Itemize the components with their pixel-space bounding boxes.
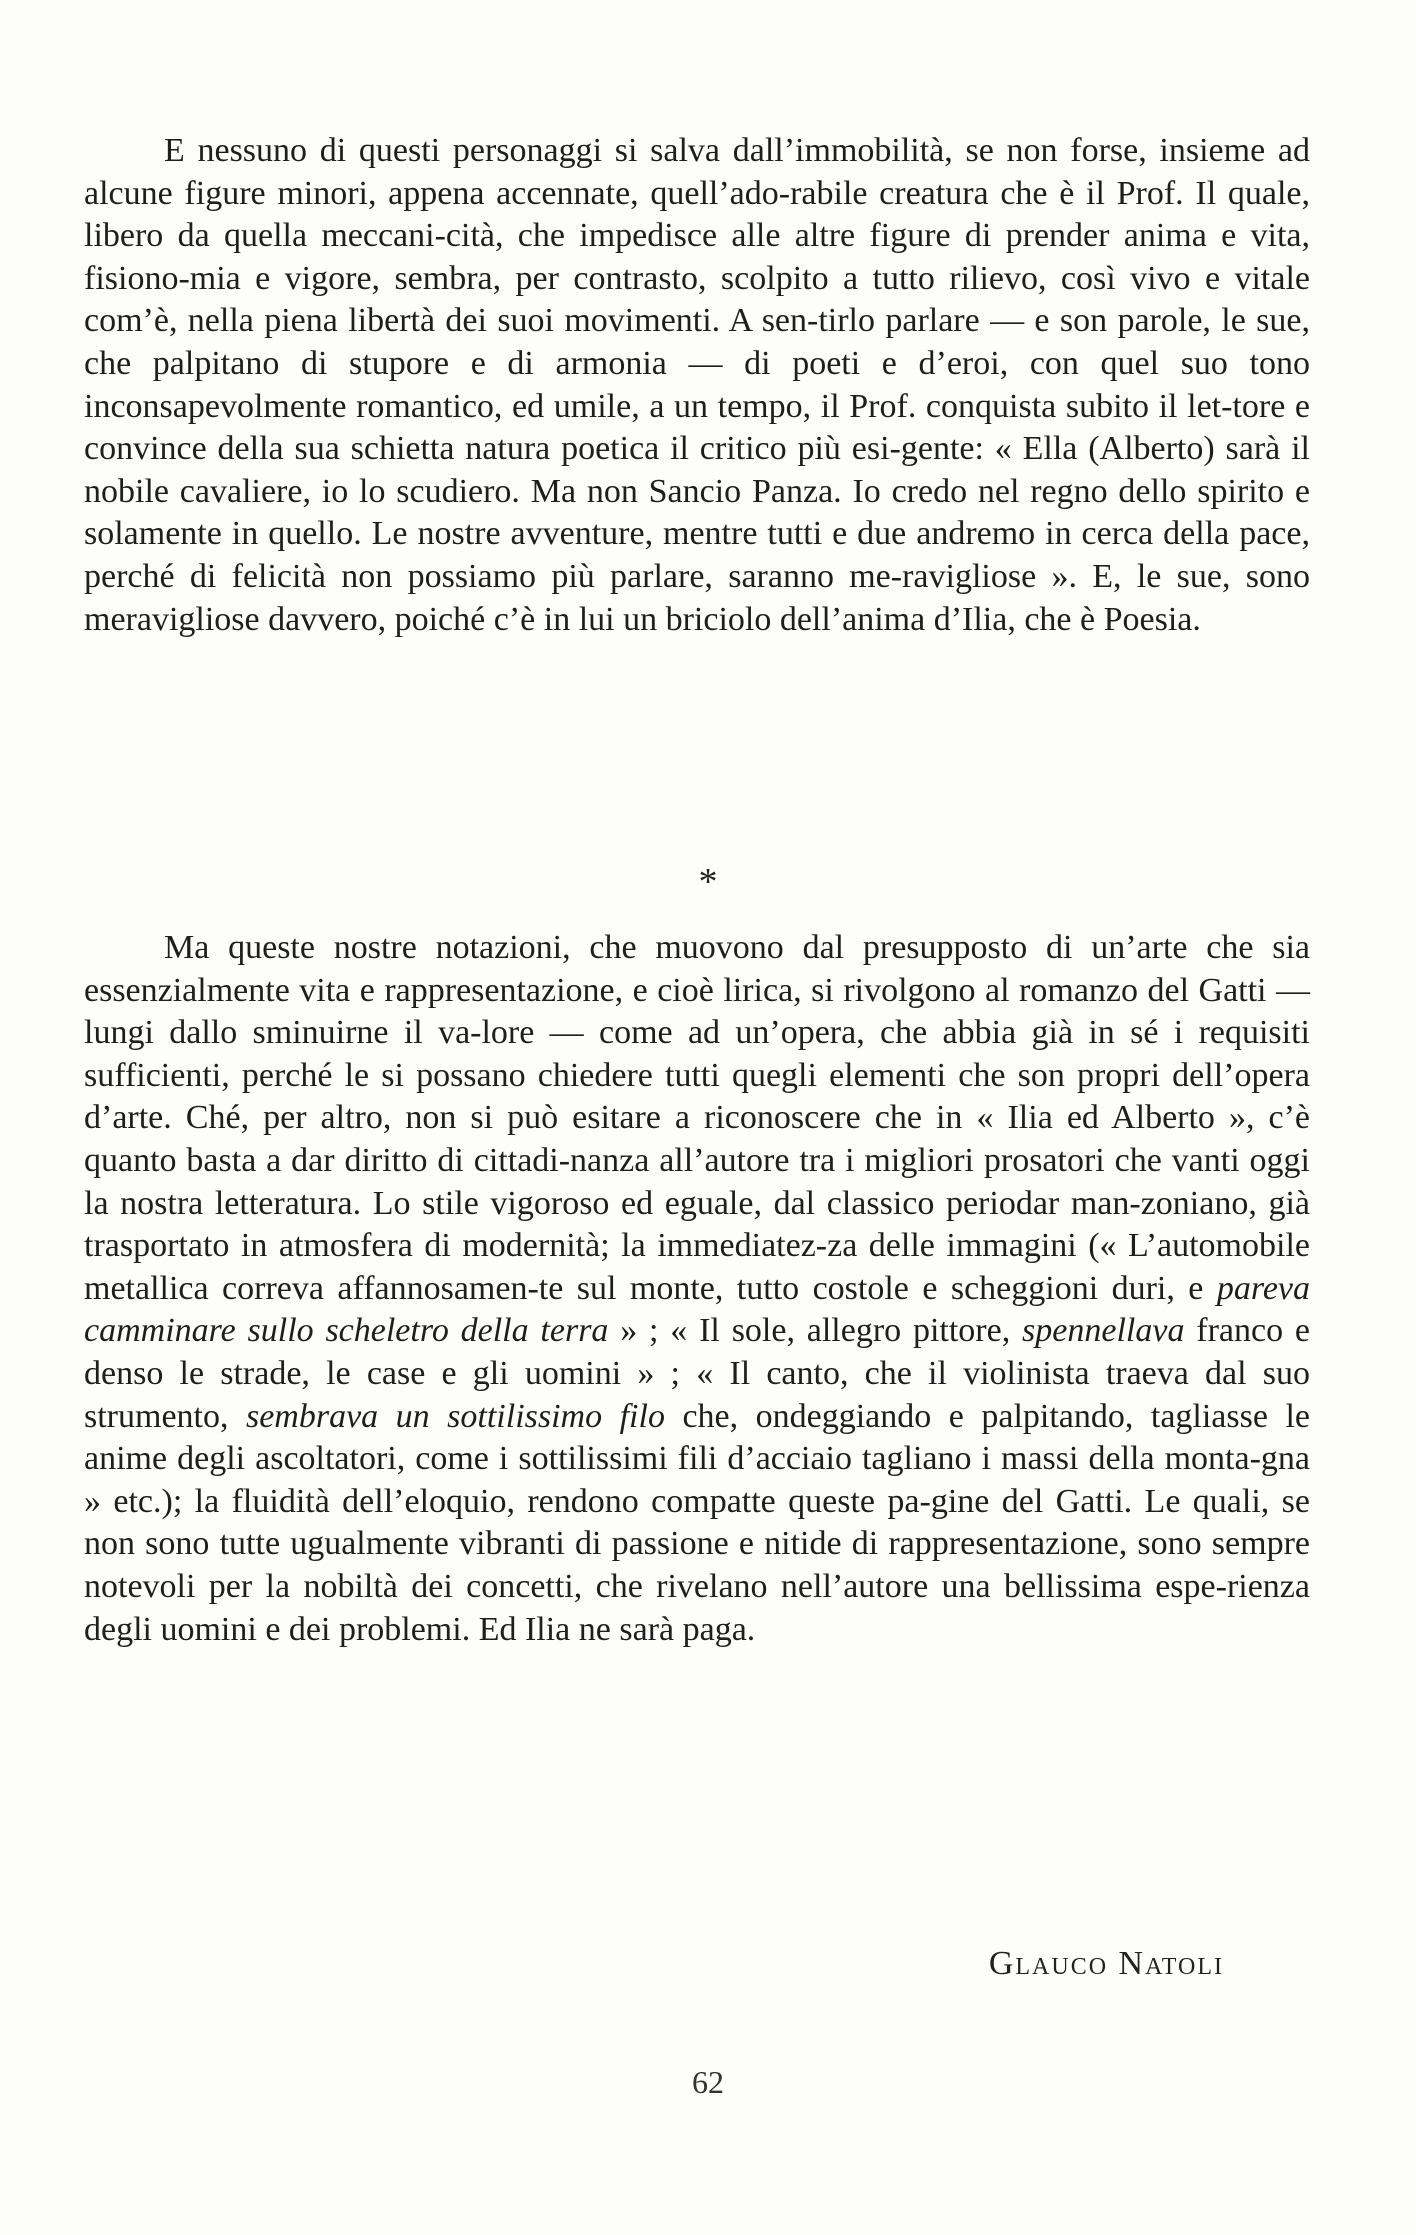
column-upper	[84, 130, 1310, 641]
page-number: 62	[692, 2064, 724, 2100]
paragraph-2-text-2: » ; « Il sole, allegro pittore,	[608, 1312, 1023, 1350]
column-lower	[84, 927, 1310, 1651]
section-separator-asterisk: *	[698, 861, 718, 903]
quote-italic-2: spennellava	[1022, 1312, 1185, 1350]
paragraph-2	[84, 927, 1310, 1651]
paragraph-2-text-4: che, ondeggiando e palpitando, tagliasse le anime degli ascoltatori, come i sottilissimi fili d’acciaio tagliano i massi della monta-gna » etc.); la fluidità dell’eloquio, rendono compatte queste pa-gine del Gatti. Le quali, se non sono tutte ugualmente vibranti di passione e nitide di rappresentazione, sono sempre notevoli per la nobiltà dei concetti, che rivelano nell’autore una bellissima espe-rienza degli uomini e dei problemi. Ed Ilia ne sarà paga.	[84, 1397, 1310, 1648]
paragraph-1: E nessuno di questi personaggi si salva dall’immobilità, se non forse, insieme ad alcune figure minori, appena accennate, quell’ado-rabile creatura che è il Prof. Il quale, libero da quella meccani-cità, che impedisce alle altre figure di prender anima e vita, fisiono-mia e vigore, sembra, per contrasto, scolpito a tutto rilievo, così vivo e vitale com’è, nella piena libertà dei suoi movimenti. A sen-tirlo parlare — e son parole, le sue, che palpitano di stupore e di armonia — di poeti e d’eroi, con quel suo tono inconsapevolmente romantico, ed umile, a un tempo, il Prof. conquista subito il let-tore e convince della sua schietta natura poetica il critico più esi-gente: « Ella (Alberto) sarà il nobile cavaliere, io lo scudiero. Ma non Sancio Panza. Io credo nel regno dello spirito e solamente in quello. Le nostre avventure, mentre tutti e due andremo in cerca della pace, perché di felicità non possiamo più parlare, saranno me-ravigliose ». E, le sue, sono meravigliose davvero, poiché c’è in lui un briciolo dell’anima d’Ilia, che è Poesia.	[84, 132, 1310, 638]
quote-italic-1: pareva camminare sullo scheletro della terra	[84, 1269, 1310, 1350]
quote-italic-3: sembrava un sottilissimo filo	[245, 1397, 665, 1435]
paragraph-2-text-3: franco e denso le strade, le case e gli uomini » ; « Il canto, che il violinista traeva dal suo strumento,	[84, 1312, 1310, 1435]
author-signature: Glauco Natoli	[988, 1945, 1224, 1982]
paragraph-2-text-1: Ma queste nostre notazioni, che muovono dal presupposto di un’arte che sia essenzialmente vita e rappresentazione, e cioè lirica, si rivolgono al romanzo del Gatti — lungi dallo sminuirne il va-lore — come ad un’opera, che abbia già in sé i requisiti sufficienti, perché le si possano chiedere tutti quegli elementi che son propri dell’opera d’arte. Ché, per altro, non si può esitare a riconoscere che in « Ilia ed Alberto », c’è quanto basta a dar diritto di cittadi-nanza all’autore tra i migliori prosatori che vanti oggi la nostra letteratura. Lo stile vigoroso ed eguale, dal classico periodar man-zoniano, già trasportato in atmosfera di modernità; la immediatez-za delle immagini (« L’automobile metallica correva affannosamen-te sul monte, tutto costole e scheggioni duri, e	[84, 929, 1310, 1307]
